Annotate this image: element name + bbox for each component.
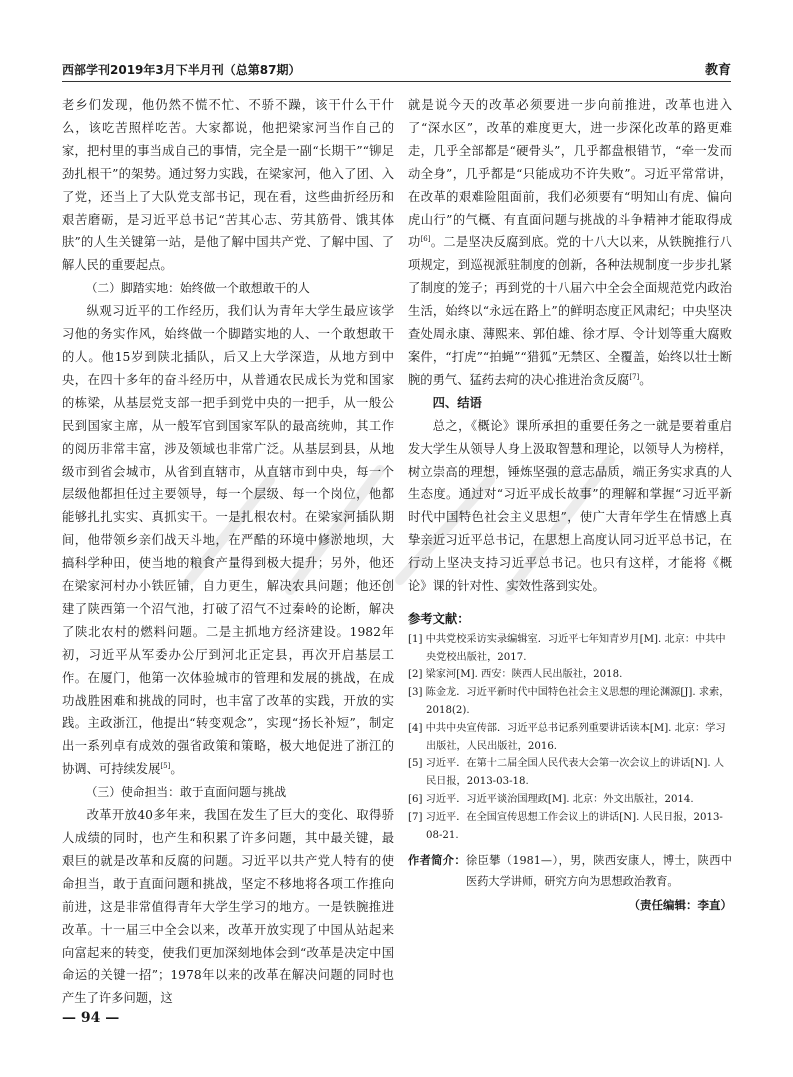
reference-item: [7] 习近平．在全国宣传思想工作会议上的讲话[N]. 人民日报，2013-08-21. — [408, 811, 723, 841]
paragraph — [62, 300, 394, 781]
paragraph-text: 就是说今天的改革必须要进一步向前推进，改革也进入了“深水区”，改革的难度更大，进一步深化改革的路更难走，几乎全部都是“硬骨头”，几乎都盘根错节，“牵一发而动全身”，几乎都是“只能成功不许失败”。习近平常常讲，在改革的艰难险阻面前，我们必须要有“明知山有虎、偏向虎山行”的气概、有直面问题与挑战的斗争精神才能取得成功 — [408, 98, 732, 250]
running-header — [62, 58, 731, 82]
citation-mark: [5] — [160, 762, 171, 771]
author-bio — [408, 850, 732, 892]
paragraph-text: 纵观习近平的工作经历，我们认为青年大学生最应该学习他的务实作风，始终做一个脚踏实地的人、一个敢想敢干的人。他15岁到陕北插队，后又上大学深造，从地方到中央，在四十多年的奋斗经历中，从普通农民成长为党和国家的栋梁，从基层党支部一把手到党中央的一把手，从一般公民到国家主席，从一般军官到国家军队的最高统帅，其工作的阅历非常丰富，涉及领域也非常广泛。从基层到县，从地级市到省会城市，从省到直辖市，从直辖市到中央，每一个层级他都担任过主要领导，每一个层级、每一个岗位，他都能够扎扎实实、真抓实干。一是扎根农村。在梁家河插队期间，他带领乡亲们战天斗地，在严酷的环境中修淤地坝，大搞科学种田，使当地的粮食产量得到极大提升；另外，他还在梁家河村办小铁匠铺，自力更生，解决农具问题；他还创建了陕西第一个沼气池，打破了沼气不过秦岭的论断，解决了陕北农村的燃料问题。二是主抓地方经济建设。1982年初，习近平从军委办公厅到河北正定县，再次开启基层工作。在厦门，他第一次体验城市的管理和发展的挑战，在成功战胜困难和挑战的同时，也丰富了改革的实践，开放的实践。主政浙江，他提出“转变观念”，实现“扬长补短”，制定出一系列卓有成效的强省政策和策略，极大地促进了浙江的协调、可持续发展 — [62, 304, 394, 777]
subsection-heading: （二）脚踏实地：始终做一个敢想敢干的人 — [85, 281, 310, 296]
reference-item: [4] 中共中央宣传部．习近平总书记系列重要讲话读本[M]. 北京：学习出版社，人民出版社，2016. — [408, 722, 726, 752]
reference-item: [5] 习近平．在第十二届全国人民代表大会第一次会议上的讲话[N]. 人民日报，2013-03-18. — [408, 758, 725, 788]
reference-item: [2] 梁家河[M]. 西安：陕西人民出版社，2018. — [408, 669, 623, 681]
responsible-editor: （责任编辑：李直） — [628, 898, 732, 913]
journal-title: 西部学刊2019年3月下半月刊（总第87期） — [62, 63, 301, 77]
reference-item: [3] 陈金龙．习近平新时代中国特色社会主义思想的理论渊源[J]. 求索，2018(2). — [408, 687, 730, 717]
citation-mark: [6] — [420, 235, 431, 244]
reference-item: [6] 习近平．习近平谈治国理政[M]. 北京：外文出版社，2014. — [408, 794, 694, 806]
references-title: 参考文献： — [408, 611, 470, 626]
paragraph-text: 。二是坚决反腐到底。党的十八大以来，从铁腕推行八项规定，到巡视派驻制度的创新，各种法规制度一步步扎紧了制度的笼子；再到党的十八届六中全会全面规范党内政治生活，始终以“永远在路上”的鲜明态度正风肃纪；中央坚决查处周永康、薄熙来、郭伯雄、徐才厚、令计划等重大腐败案件，“打虎”“拍蝇”“猎狐”无禁区、全覆盖，始终以壮士断腕的勇气、猛药去疴的决心推进治贪反腐 — [408, 235, 732, 387]
author-bio-text: 徐臣攀（1981—），男，陕西安康人，博士，陕西中医药大学讲师，研究方向为思想政治教育。 — [466, 854, 732, 889]
subsection-heading: （三）使命担当：敢于直面问题与挑战 — [85, 785, 287, 800]
page-number: — 94 — — [62, 1010, 120, 1026]
citation-mark: [7] — [629, 372, 640, 381]
section-heading: 四、结语 — [432, 395, 482, 410]
paragraph-end: 。 — [639, 372, 652, 387]
paragraph: 总之，《概论》课所承担的重要任务之一就是要着重启发大学生从领导人身上汲取智慧和理论，以领导人为榜样，树立崇高的理想，锤炼坚强的意志品质，端正务实求真的人生态度。通过对“习近平成长故事”的理解和掌握“习近平新时代中国特色社会主义思想”，使广大青年学生在情感上真挚亲近习近平总书记，在思想上高度认同习近平总书记，在行动上坚决支持习近平总书记。也只有这样，才能将《概论》课的针对性、实效性落到实处。 — [408, 418, 732, 594]
reference-item: [1] 中共党校采访实录编辑室．习近平七年知青岁月[M]. 北京：中共中央党校出版社，2017. — [408, 633, 726, 663]
author-bio-label: 作者简介： — [408, 854, 466, 868]
left-column — [62, 94, 394, 1010]
section-label: 教育 — [704, 63, 731, 78]
paragraph: 改革开放40多年来，我国在发生了巨大的变化、取得骄人成绩的同时，也产生和积累了许多问题，其中最关键，最艰巨的就是改革和反腐的问题。习近平以共产党人特有的使命担当，敢于直面问题和挑战，坚定不移地将各项工作推向前进，这是非常值得青年大学生学习的地方。一是铁腕推进改革。十一届三中全会以来，改革开放实现了中国从站起来向富起来的转变，使我们更加深刻地体会到“改革是决定中国命运的关键一招”；1978年以来的改革在解决问题的同时也产生了许多问题，这 — [62, 808, 394, 1006]
paragraph-end: 。 — [170, 762, 183, 777]
header-rule — [62, 81, 731, 82]
paragraph: 老乡们发现，他仍然不慌不忙、不骄不躁，该干什么干什么，该吃苦照样吃苦。大家都说，他把梁家河当作自己的家，把村里的事当成自己的事情，完全是一副“长期干”“铆足劲扎根干”的架势。通过努力实践，在梁家河，他入了团、入了党，还当上了大队党支部书记，现在看，这些曲折经历和艰苦磨砺，是习近平总书记“苦其心志、劳其筋骨、饿其体肤”的人生关键第一站，是他了解中国共产党、了解中国、了解人民的重要起点。 — [62, 98, 394, 273]
right-column — [408, 94, 732, 917]
paragraph — [408, 94, 732, 392]
